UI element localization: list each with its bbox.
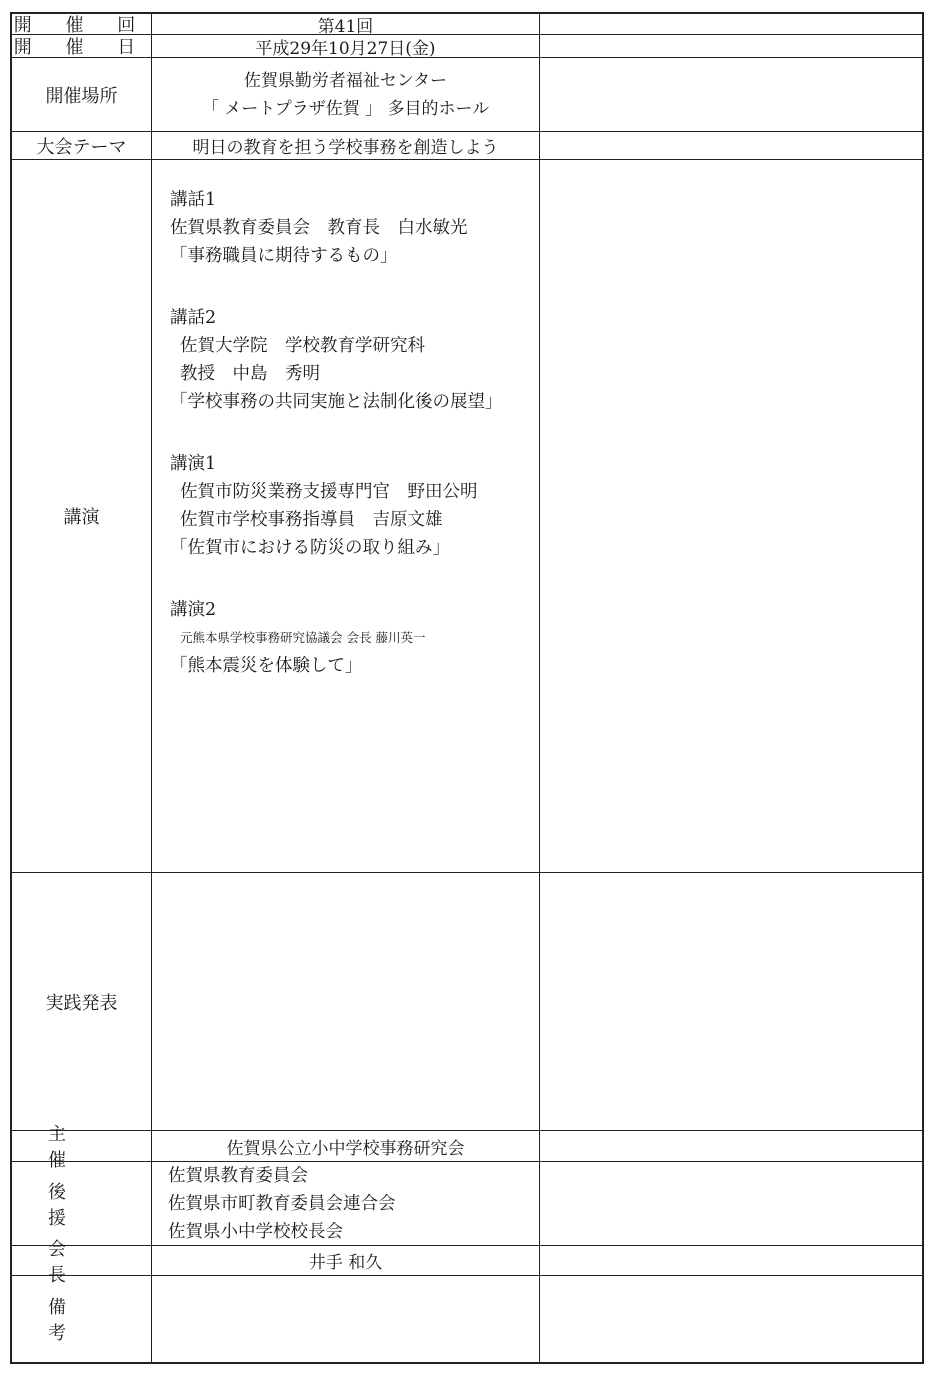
lectures-content — [152, 160, 540, 872]
label-support: 後 援 — [12, 1162, 152, 1245]
label-date: 開 催 日 — [12, 35, 152, 57]
lecture-title: 講演1 — [170, 454, 217, 474]
row-chair — [12, 1238, 922, 1286]
row-date — [12, 35, 922, 58]
lecture-title: 講話1 — [170, 190, 217, 210]
lecture-line: 佐賀市防災業務支援専門官 野田公明 — [180, 482, 478, 502]
lecture-title: 講話2 — [170, 308, 217, 328]
venue-line-1: 佐賀県勤労者福祉センター — [243, 70, 448, 91]
row-host — [12, 1124, 922, 1171]
row-notes — [12, 1276, 922, 1362]
extra-cell — [540, 873, 922, 1130]
extra-cell — [540, 160, 922, 872]
extra-cell — [540, 14, 922, 34]
lecture-line: 「学校事務の共同実施と法制化後の展望」 — [170, 392, 503, 412]
row-lectures — [12, 160, 922, 873]
lecture-group — [170, 450, 539, 562]
row-venue — [12, 58, 922, 132]
lecture-line: 「事務職員に期待するもの」 — [170, 246, 398, 266]
label-notes: 備 考 — [12, 1276, 152, 1362]
support-org: 佐賀県市町教育委員会連合会 — [168, 1193, 396, 1214]
lecture-line: 「佐賀市における防災の取り組み」 — [170, 538, 450, 558]
lecture-line: 佐賀市学校事務指導員 吉原文雄 — [180, 510, 443, 530]
support-org: 佐賀県小中学校校長会 — [168, 1221, 343, 1242]
row-practice-presentation — [12, 873, 922, 1131]
theme-value: 明日の教育を担う学校事務を創造しよう — [152, 132, 540, 159]
label-session-number: 開 催 回 — [12, 14, 152, 34]
lecture-line: 佐賀県教育委員会 教育長 白水敏光 — [170, 218, 468, 238]
label-practice-presentation: 実践発表 — [12, 873, 152, 1130]
practice-presentation-value — [152, 873, 540, 1130]
extra-cell — [540, 1162, 922, 1245]
label-chair: 会 長 — [12, 1246, 152, 1275]
lecture-line: 佐賀大学院 学校教育学研究科 — [180, 336, 425, 356]
lecture-title: 講演2 — [170, 600, 217, 620]
label-host: 主 催 — [12, 1131, 152, 1161]
extra-cell — [540, 1131, 922, 1161]
row-support — [12, 1162, 922, 1246]
extra-cell — [540, 132, 922, 159]
extra-cell — [540, 1276, 922, 1362]
venue-value — [152, 58, 540, 131]
date-value: 平成29年10月27日(金) — [152, 35, 540, 57]
lecture-line: 教授 中島 秀明 — [180, 364, 320, 384]
lecture-group — [170, 304, 539, 416]
extra-cell — [540, 35, 922, 57]
lecture-group — [170, 186, 539, 270]
label-lectures: 講演 — [12, 160, 152, 872]
support-org: 佐賀県教育委員会 — [168, 1165, 308, 1186]
support-value — [152, 1162, 540, 1245]
session-number-value: 第41回 — [152, 14, 540, 34]
row-session-number — [12, 14, 922, 35]
lecture-line: 「熊本震災を体験して」 — [170, 656, 363, 676]
venue-line-2: 「 メートプラザ佐賀 」 多目的ホール — [201, 98, 490, 119]
notes-value — [152, 1276, 540, 1362]
label-theme: 大会テーマ — [12, 132, 152, 159]
extra-cell — [540, 58, 922, 131]
lecture-line: 元熊本県学校事務研究協議会 会長 藤川英一 — [180, 630, 426, 645]
chair-value: 井手 和久 — [152, 1246, 540, 1275]
lecture-group — [170, 596, 539, 680]
extra-cell — [540, 1246, 922, 1275]
event-record-table — [10, 12, 924, 1364]
host-value: 佐賀県公立小中学校事務研究会 — [152, 1131, 540, 1161]
row-theme — [12, 132, 922, 160]
label-venue: 開催場所 — [12, 58, 152, 131]
